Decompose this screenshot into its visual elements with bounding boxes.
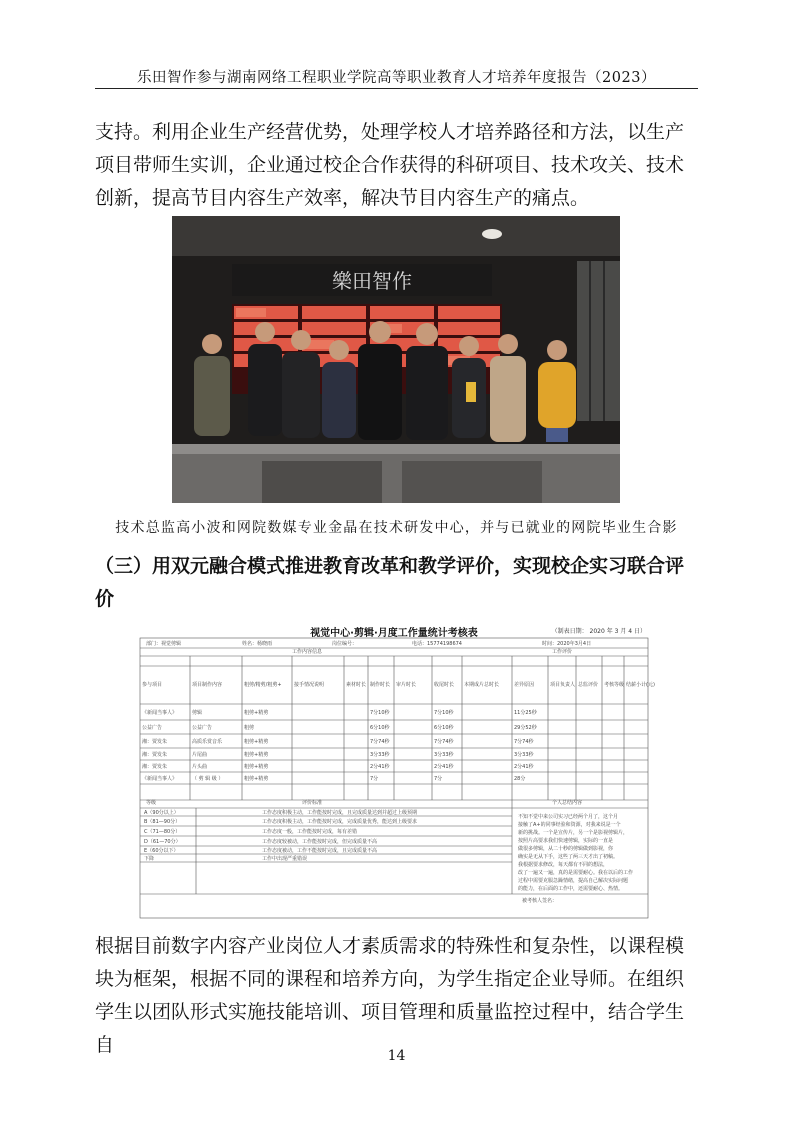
svg-text:时间：2020年3月4日: 时间：2020年3月4日 xyxy=(542,641,592,647)
grade-description: 工作态度较被动，工作能按时完成，但完成质量不高 xyxy=(262,839,378,845)
section-heading: （三）用双元融合模式推进教育改革和教学评价，实现校企实习联合评价 xyxy=(95,555,685,610)
table-cell: 公益广告 xyxy=(142,725,163,731)
table-header-cell: 审片时长 xyxy=(396,682,417,688)
svg-text:的能力，在后面的工作中，还需要耐心、热情。: 的能力，在后面的工作中，还需要耐心、热情。 xyxy=(518,886,624,892)
table-header-cell: 总监评价 xyxy=(578,682,599,688)
svg-text:按照片高要求我们快速剪辑，实际的一直是: 按照片高要求我们快速剪辑，实际的一直是 xyxy=(518,838,614,844)
table-cell: 片头曲 xyxy=(192,764,208,770)
table-cell: 11分25秒 xyxy=(514,710,537,716)
grade-level: D（61—70分） xyxy=(144,839,181,845)
table-cell: 湘：贾发朱 xyxy=(142,739,168,745)
grade-level: A（90分以上） xyxy=(144,810,179,816)
table-header-cell: 本期成片总时长 xyxy=(464,682,500,688)
grade-level: C（71—80分） xyxy=(144,829,181,835)
table-cell: 粗剪+精剪 xyxy=(244,710,269,716)
table-header-cell: 制作时长 xyxy=(370,682,391,688)
table-cell: 2分41秒 xyxy=(370,764,390,770)
assessment-table-image xyxy=(132,622,656,924)
table-cell: 6分10秒 xyxy=(434,725,454,731)
table-cell: 剪辑 xyxy=(192,710,203,716)
table-cell: 高质乐赏音乐 xyxy=(192,739,223,745)
table-cell: 28分 xyxy=(514,776,526,782)
grade-description: 工作态度一般，工作能按时完成，每有差错 xyxy=(262,829,358,835)
svg-text:确实是无从下手，这些了两三天才出了初稿。: 确实是无从下手，这些了两三天才出了初稿。 xyxy=(518,854,619,860)
body-paragraph-2: 根据目前数字内容产业岗位人才素质需求的特殊性和复杂性，以课程模块为框架，根据不同的课程和培养方向，为学生指定企业导师。在组织学生以团队形式实施技能培训、项目管理和质量监控过程中，结合学生自 xyxy=(95,935,685,1056)
svg-text:等级: 等级 xyxy=(146,800,157,806)
table-cell: 片尾曲 xyxy=(192,752,208,758)
svg-text:接触了A+的同事经验和资源，对我来说是一个: 接触了A+的同事经验和资源，对我来说是一个 xyxy=(518,822,621,828)
svg-text:工作评价: 工作评价 xyxy=(552,649,573,655)
svg-text:姓名：杨晓雨: 姓名：杨晓雨 xyxy=(242,641,273,647)
signature-label: 被考核人签名： xyxy=(522,898,558,904)
grade-description: 工作态度被动，工作不能按时完成，且完成质量不高 xyxy=(262,848,378,854)
svg-text:电话：15774198674: 电话：15774198674 xyxy=(412,641,462,647)
svg-text:做很多剪辑，从二十秒的剪辑做到影视，你: 做很多剪辑，从二十秒的剪辑做到影视，你 xyxy=(518,846,614,852)
table-header-cell: 接手情况说明 xyxy=(294,682,325,688)
header-rule xyxy=(95,88,698,89)
table-date: （制表日期： 2020 年 3 月 4 日） xyxy=(551,628,646,635)
svg-text:我根据要求修改，每天都有不同的想法，: 我根据要求修改，每天都有不同的想法， xyxy=(518,862,609,868)
table-cell: 湘：贾发朱 xyxy=(142,752,168,758)
grade-level: B（81—90分） xyxy=(144,819,181,825)
table-header-cell: 项目制作内容 xyxy=(192,682,223,688)
table-cell: 6分10秒 xyxy=(370,725,390,731)
page-number: 14 xyxy=(387,1048,406,1064)
table-cell: 2分41秒 xyxy=(434,764,454,770)
grade-level: 下降 xyxy=(144,856,155,862)
table-cell: 29分52秒 xyxy=(514,725,537,731)
table-header-cell: 参与项目 xyxy=(142,682,163,688)
table-cell: 2分41秒 xyxy=(514,764,534,770)
table-cell: 7分 xyxy=(370,776,379,782)
assess-header: 评价标准 xyxy=(302,800,323,806)
table-header-cell: 差异原因 xyxy=(514,682,535,688)
table-cell: 《新闻当事人》 xyxy=(142,710,178,716)
table-title: 视觉中心·剪辑·月度工作量统计考核表 xyxy=(310,628,478,639)
svg-text:部门：视觉剪辑: 部门：视觉剪辑 xyxy=(146,641,182,647)
table-cell: 3分33秒 xyxy=(434,752,454,758)
table-header-cell: 考核等级 xyxy=(604,682,625,688)
table-cell: 7分 xyxy=(434,776,443,782)
group-photo xyxy=(172,216,620,503)
table-cell: 《新闻当事人》 xyxy=(142,776,178,782)
table-cell: 湘：贾发朱 xyxy=(142,764,168,770)
table-cell: 7分10秒 xyxy=(434,710,454,716)
table-header-cell: 收尾时长 xyxy=(434,682,455,688)
table-cell: 7分10秒 xyxy=(370,710,390,716)
body-paragraph-1: 支持。利用企业生产经营优势，处理学校人才培养路径和方法，以生产项目带师生实训，企业通过校企合作获得的科研项目、技术攻关、技术创新，提高节目内容生产效率，解决节目内容生产的痛点。 xyxy=(95,121,685,209)
table-header-cell: 项目负责人 xyxy=(550,682,576,688)
table-cell: 3分33秒 xyxy=(370,752,390,758)
svg-text:岗位编号：: 岗位编号： xyxy=(332,641,358,647)
grade-description: 工作中出现严重错误 xyxy=(262,856,308,862)
photo-sign: 樂田智作 xyxy=(332,269,412,293)
table-cell: 7分74秒 xyxy=(514,739,534,745)
table-cell: 粗剪+精剪 xyxy=(244,739,269,745)
table-header-cell: 素材时长 xyxy=(346,682,367,688)
table-cell: （ 剪 辑 级 ） xyxy=(192,776,224,782)
table-cell: 粗剪+精剪 xyxy=(244,764,269,770)
svg-text:新的挑战。一个是宣传片，另一个是影视剪辑片，: 新的挑战。一个是宣传片，另一个是影视剪辑片， xyxy=(518,830,629,836)
summary-header: 个人总结内容 xyxy=(552,800,583,806)
svg-text:工作内容信息: 工作内容信息 xyxy=(292,649,323,655)
table-cell: 粗剪 xyxy=(244,725,255,731)
running-header: 乐田智作参与湖南网络工程职业学院高等职业教育人才培养年度报告（2023） xyxy=(137,70,656,86)
grade-level: E（60分以下） xyxy=(144,848,179,854)
grade-description: 工作态度积极主动，工作能按时完成，且完成质量达到并超过上级预期 xyxy=(262,810,418,816)
table-header-cell: 粗剪/精剪/粗剪+ xyxy=(244,682,282,688)
photo-caption: 技术总监高小波和网院数媒专业金晶在技术研发中心，并与已就业的网院毕业生合影 xyxy=(115,520,678,536)
table-header-cell: 结薪小计(元) xyxy=(626,682,655,688)
svg-text:不知不觉中来公司实习已经两个月了，这个月: 不知不觉中来公司实习已经两个月了，这个月 xyxy=(518,814,619,820)
svg-text:改了一遍又一遍，真的是需要耐心。我在以后的工作: 改了一遍又一遍，真的是需要耐心。我在以后的工作 xyxy=(518,870,634,876)
table-grid xyxy=(132,622,656,924)
table-cell: 3分33秒 xyxy=(514,752,534,758)
svg-text:过程中需要克服急躁情绪，提高自己解决实际问题: 过程中需要克服急躁情绪，提高自己解决实际问题 xyxy=(518,878,629,884)
table-cell: 粗剪+精剪 xyxy=(244,752,269,758)
table-cell: 7分74秒 xyxy=(370,739,390,745)
table-cell: 7分74秒 xyxy=(434,739,454,745)
grade-description: 工作态度积极主动，工作能按时完成，完成质量优秀，能达到上级要求 xyxy=(262,819,418,825)
table-cell: 公益广告 xyxy=(192,725,213,731)
table-cell: 粗剪+精剪 xyxy=(244,776,269,782)
